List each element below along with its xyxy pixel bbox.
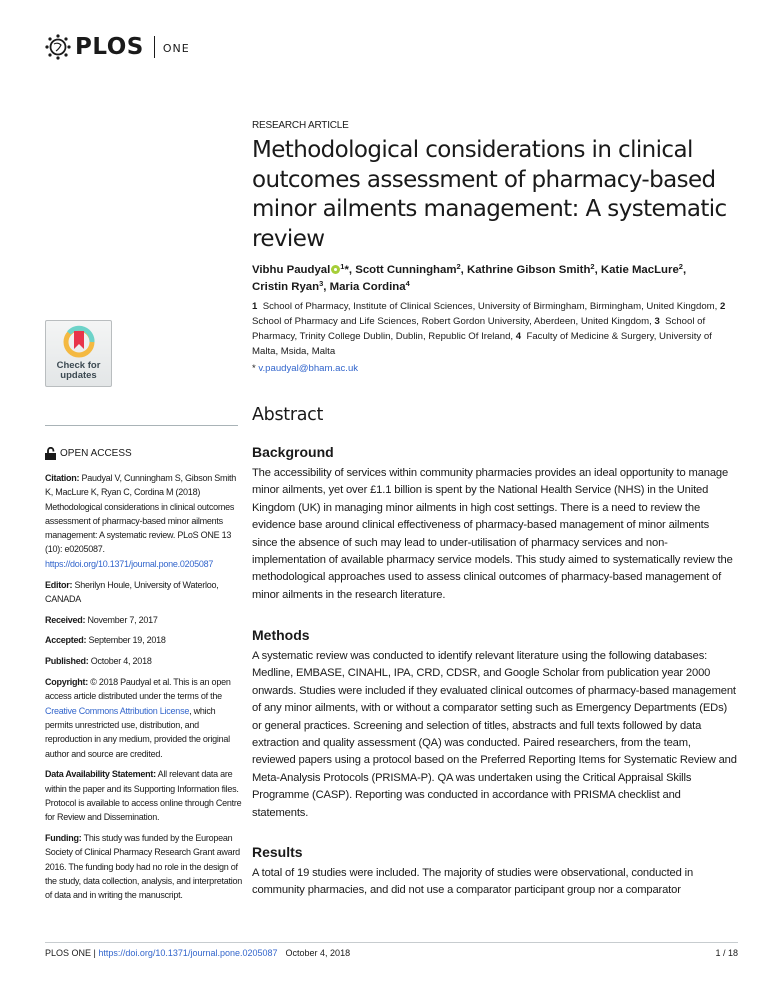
copyright-label: Copyright: (45, 677, 88, 688)
funding-text: This study was funded by the European Society of Clinical Pharmacy Research Grant award 2016. The funding body had no role in the design of the study, data collection, analysis, and interpretation of data and in writing the manuscript. (45, 833, 242, 901)
corresponding-author (252, 363, 358, 374)
page-footer (45, 948, 738, 958)
author-name[interactable]: Scott Cunningham (355, 264, 457, 276)
data-availability-label: Data Availability Statement: (45, 769, 156, 780)
received-label: Received: (45, 614, 86, 625)
logo-divider (154, 36, 155, 58)
funding (45, 831, 245, 902)
author-affiliation-sup: 2 (590, 262, 595, 271)
author-name[interactable]: Katie MacLure (600, 264, 679, 276)
accepted-date (45, 633, 245, 647)
affiliation-number: 2 (720, 301, 726, 312)
corresponding-email-link[interactable]: v.paudyal@bham.ac.uk (258, 363, 359, 374)
accepted-text: September 19, 2018 (88, 635, 166, 646)
affiliation-number: 3 (654, 316, 660, 327)
crossmark-line1: Check for (56, 360, 101, 371)
author-name[interactable]: Cristin Ryan (252, 281, 320, 293)
published-date (45, 654, 245, 668)
article-metadata-sidebar (45, 471, 245, 909)
crossmark-line2: updates (60, 370, 97, 381)
author-name[interactable]: Vibhu Paudyal (252, 264, 331, 276)
author-affiliation-sup: 4 (405, 279, 410, 288)
published-text: October 4, 2018 (90, 656, 152, 667)
author-name[interactable]: Kathrine Gibson Smith (467, 264, 591, 276)
check-for-updates-badge[interactable] (45, 320, 112, 387)
editor-label: Editor: (45, 579, 73, 590)
footer-journal: PLOS ONE | (45, 948, 96, 958)
accepted-label: Accepted: (45, 635, 87, 646)
affiliation-text: School of Pharmacy and Life Sciences, Robert Gordon University, Aberdeen, United Kingdom, (252, 316, 652, 327)
author-affiliation-sup: 1 (340, 262, 345, 271)
background-text: The accessibility of services within community pharmacies provides an ideal opportunity to manage minor ailments, yet over £1.1 billion is spent by the National Health Service (NHS) in the United Kingdom (UK) in managing minor ailments in high cost settings. There is a need to review the evidence base around clinical effectiveness of pharmacy-based management of minor ailments since the absence of such may lead to under-utilisation of pharmacy services and non-implementation of available pharmacy service models. This study aimed to systematically review the methodological approaches used to assess clinical outcomes of pharmacy-based management of minor ailments in the research literature. (252, 467, 733, 601)
data-availability-text: All relevant data are within the paper and its Supporting Information files. Protocol is available to access online through Centre for Review and Dissemination. (45, 769, 242, 823)
citation (45, 471, 245, 571)
citation-doi-link[interactable]: https://doi.org/10.1371/journal.pone.0205087 (45, 558, 214, 569)
editor (45, 578, 245, 607)
author-affiliation-sup: 3 (319, 279, 324, 288)
license-link[interactable]: Creative Commons Attribution License (45, 705, 190, 716)
citation-text: Paudyal V, Cunningham S, Gibson Smith K, MacLure K, Ryan C, Cordina M (2018) Methodological considerations in clinical outcomes assessment of pharmacy-based minor ailments management: A systematic review. PLoS ONE 13 (10): e0205087. (45, 473, 237, 555)
abstract-methods (252, 626, 737, 822)
abstract-heading: Abstract (252, 405, 324, 425)
open-access-text: OPEN ACCESS (60, 448, 132, 459)
abstract-background (252, 443, 737, 604)
received-text: November 7, 2017 (87, 614, 158, 625)
open-lock-icon (45, 447, 56, 460)
plos-globe-icon (44, 33, 72, 61)
journal-logo[interactable] (44, 32, 190, 62)
background-heading: Background (252, 444, 334, 460)
affiliation-number: 4 (515, 331, 522, 342)
methods-text: A systematic review was conducted to identify relevant literature using the following databases: Medline, EMBASE, CINAHL, IPA, CRD, CDSR, and Google Scholar from publication year 2000 onwards. Studies were included if they evaluated clinical outcomes of pharmacy-based management of any minor ailments, with or without a comparator setting such as Emergency Departments (EDs) or general practices. Screening and selection of titles, abstracts and full texts followed by data extraction and quality assessment (QA) was conducted. Paired researchers, from the team, reviewed papers using a protocol based on the Preferred Reporting Items for Systematic Review and Meta-Analysis Protocols (PRISMA-P). QA was undertaken using the Critical Appraisal Skills Programme (CASP). Reporting was conducted in accordance with PRISMA checklist and statements. (252, 650, 737, 819)
copyright-text-end: , which permits unrestricted use, distribution, and reproduction in any medium, provided the original author and source are credited. (45, 705, 230, 759)
abstract-results (252, 843, 737, 900)
corresponding-marker: * (252, 363, 256, 374)
logo-one-text: ONE (162, 42, 190, 55)
sidebar-divider (45, 425, 238, 426)
page-number: 1 / 18 (715, 948, 738, 958)
footer-date: October 4, 2018 (285, 948, 351, 958)
check-for-updates-label (46, 361, 111, 381)
affiliations (252, 299, 732, 359)
affiliation-number: 1 (252, 301, 258, 312)
results-heading: Results (252, 844, 303, 860)
crossmark-icon (63, 325, 95, 359)
footer-divider (45, 942, 738, 943)
corresponding-marker: * (344, 264, 349, 276)
results-text: A total of 19 studies were included. The majority of studies were observational, conducted in community pharmacies, and did not use a comparator participant group nor a comparator (252, 867, 694, 897)
affiliation-text: School of Pharmacy, Trinity College Dublin, Dublin, Republic Of Ireland, (252, 316, 706, 342)
copyright (45, 675, 245, 761)
logo-plos-text: PLOS (75, 34, 144, 60)
funding-label: Funding: (45, 833, 82, 844)
article-title: Methodological considerations in clinical outcomes assessment of pharmacy-based minor ailments management: A systematic review (252, 137, 727, 252)
editor-text: Sherilyn Houle, University of Waterloo, CANADA (45, 579, 219, 604)
open-access-label (45, 447, 132, 460)
footer-doi-link[interactable]: https://doi.org/10.1371/journal.pone.0205087 (98, 948, 278, 958)
orcid-icon[interactable] (331, 265, 340, 274)
data-availability (45, 767, 245, 824)
published-label: Published: (45, 656, 89, 667)
citation-label: Citation: (45, 473, 80, 483)
received-date (45, 613, 245, 627)
affiliation-text: School of Pharmacy, Institute of Clinical Sciences, University of Birmingham, Birmingham, United Kingdom, (262, 301, 718, 312)
author-name[interactable]: Maria Cordina (329, 281, 406, 293)
author-affiliation-sup: 2 (678, 262, 683, 271)
author-list: Vibhu Paudyal $^1$*, Scott Cunningham$^2$, Kathrine Gibson Smith$^2$, Katie MacLure$^2$, Cristin Ryan$^3$, Maria Cordina$^4$ (252, 262, 687, 293)
article-type: RESEARCH ARTICLE (252, 120, 349, 131)
affiliation-text: Faculty of Medicine & Surgery, University of Malta, Msida, Malta (252, 331, 712, 357)
copyright-text: © 2018 Paudyal et al. This is an open access article distributed under the terms of the (45, 677, 231, 702)
methods-heading: Methods (252, 627, 310, 643)
author-affiliation-sup: 2 (456, 262, 461, 271)
